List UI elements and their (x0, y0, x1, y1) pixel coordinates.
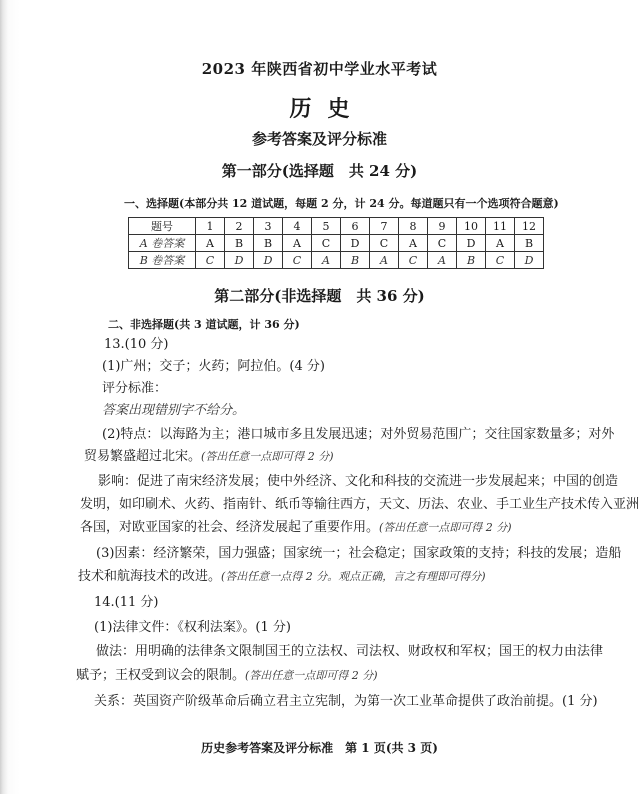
table-cell: A (399, 235, 428, 252)
table-cell: 12 (515, 218, 544, 235)
table-cell: 1 (196, 218, 225, 235)
q13-part3-line2: 技术和航海技术的改进。(答出任意一点得 2 分。观点正确，言之有理即可得分) (78, 569, 486, 584)
q14-part1: (1)法律文件：《权利法案》。(1 分) (94, 620, 291, 635)
scoring-note: 答案出现错别字不给分。 (102, 403, 246, 418)
table-cell: A (428, 252, 457, 269)
table-cell: B (515, 235, 544, 252)
table-cell: D (515, 252, 544, 269)
method-line2: 赋予；王权受到议会的限制。(答出任意一点即可得 2 分) (76, 668, 378, 683)
scoring-label: 评分标准： (102, 381, 168, 396)
table-cell: 5 (312, 218, 341, 235)
q13-part1: (1)广州；交子；火药；阿拉伯。(4 分) (102, 359, 325, 374)
document-subtitle: 参考答案及评分标准 (251, 130, 387, 148)
table-cell: D (254, 252, 283, 269)
impact-line3: 各国，对欧亚国家的社会、经济发展起了重要作用。(答出任意一点即可得 2 分) (80, 520, 512, 535)
table-cell: A (196, 235, 225, 252)
q13-part3-line1: (3)因素：经济繁荣，国力强盛；国家统一；社会稳定；国家政策的支持；科技的发展；造船 (96, 546, 622, 561)
answer-key-table (128, 217, 544, 269)
table-row-a (129, 235, 544, 252)
table-cell: C (312, 235, 341, 252)
table-header-row (129, 218, 544, 235)
table-cell: C (486, 252, 515, 269)
part2-title: 第二部分(非选择题 共 36 分) (214, 287, 425, 305)
subject-title: 历史 (289, 96, 366, 122)
table-header-label: 题号 (129, 218, 196, 235)
table-cell: 4 (283, 218, 312, 235)
q14-title: 14.(11 分) (94, 595, 159, 610)
table-cell: 9 (428, 218, 457, 235)
table-cell: B (254, 235, 283, 252)
table-cell: 6 (341, 218, 370, 235)
table-cell: C (196, 252, 225, 269)
table-cell: 7 (370, 218, 399, 235)
table-cell: A (370, 252, 399, 269)
table-cell: 2 (225, 218, 254, 235)
table-cell: C (370, 235, 399, 252)
table-cell: 3 (254, 218, 283, 235)
table-cell: C (428, 235, 457, 252)
table-cell: 11 (486, 218, 515, 235)
method-line1: 做法：用明确的法律条文限制国王的立法权、司法权、财政权和军权；国王的权力由法律 (96, 644, 604, 659)
table-cell: A (486, 235, 515, 252)
table-cell: 10 (457, 218, 486, 235)
impact-line1: 影响：促进了南宋经济发展；使中外经济、文化和科技的交流进一步发展起来；中国的创造 (98, 474, 619, 489)
q13-part2-line1: (2)特点：以海路为主；港口城市多且发展迅速；对外贸易范围广；交往国家数量多；对外 (102, 427, 615, 442)
part1-title: 第一部分(选择题 共 24 分) (221, 162, 418, 180)
q13-part2-line2: 贸易繁盛超过北宋。(答出任意一点即可得 2 分) (84, 449, 334, 464)
part1-instruction: 一、选择题(本部分共 12 道试题，每题 2 分，计 24 分。每道题只有一个选项符合题意) (124, 197, 559, 210)
table-cell: A (312, 252, 341, 269)
table-cell: B (457, 252, 486, 269)
impact-line2: 发明，如印刷术、火药、指南针、纸币等输往西方，天文、历法、农业、手工业生产技术传入亚洲 (80, 497, 639, 512)
part2-instruction: 二、非选择题(共 3 道试题，计 36 分) (108, 318, 300, 331)
table-cell: 8 (399, 218, 428, 235)
relation-line: 关系：英国资产阶级革命后确立君主立宪制，为第一次工业革命提供了政治前提。(1 分) (94, 694, 598, 709)
page-footer: 历史参考答案及评分标准 第 1 页(共 3 页) (201, 741, 438, 755)
q13-title: 13.(10 分) (104, 337, 169, 352)
table-row-label: A 卷答案 (129, 235, 196, 252)
table-cell: C (283, 252, 312, 269)
table-row-b (129, 252, 544, 269)
table-cell: B (225, 235, 254, 252)
table-cell: C (399, 252, 428, 269)
table-row-label: B 卷答案 (129, 252, 196, 269)
table-cell: B (341, 252, 370, 269)
table-cell: A (283, 235, 312, 252)
exam-title: 2023 年陕西省初中学业水平考试 (201, 60, 438, 78)
table-cell: D (341, 235, 370, 252)
table-cell: D (225, 252, 254, 269)
table-cell: D (457, 235, 486, 252)
